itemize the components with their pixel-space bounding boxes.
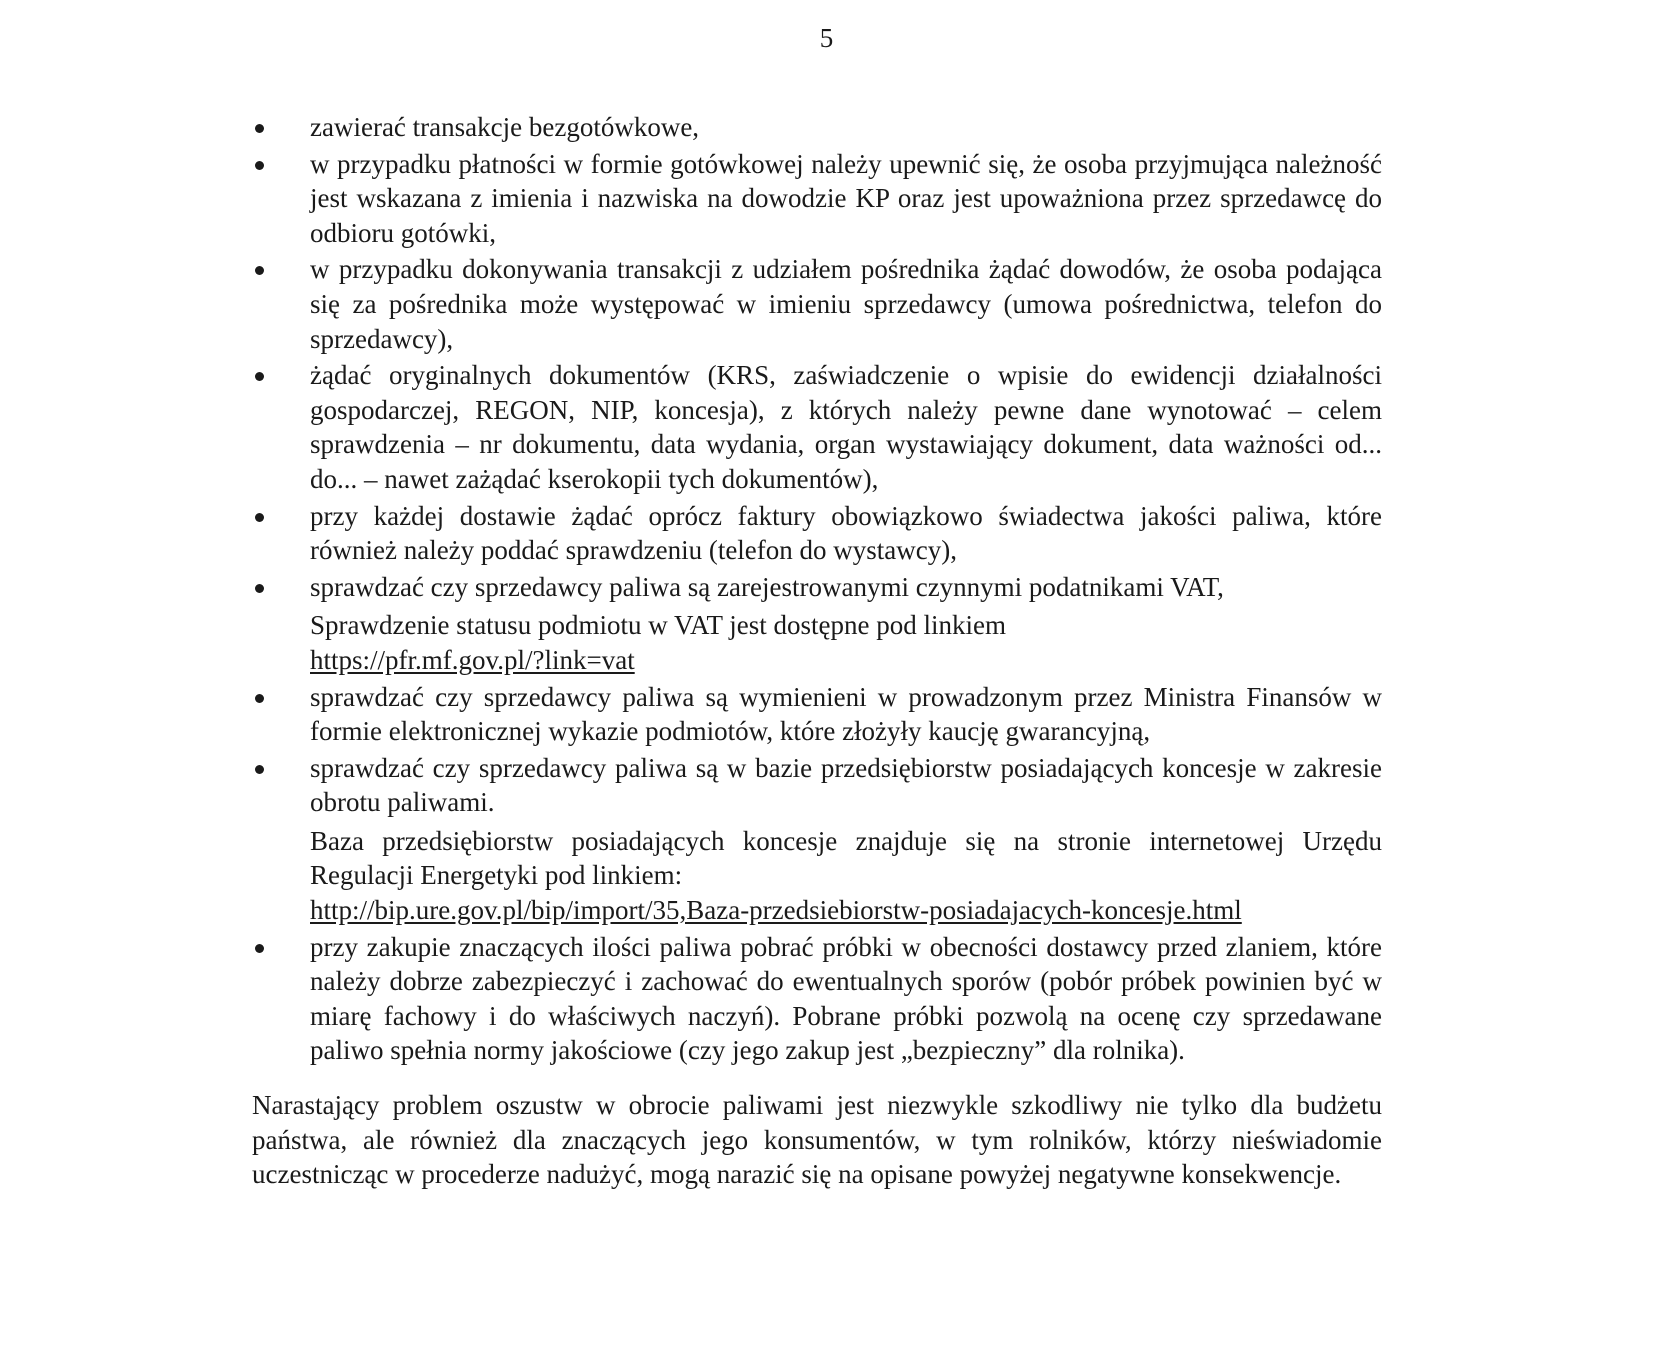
ure-link-line	[310, 893, 1382, 928]
list-item	[252, 680, 1382, 749]
bullet-icon	[255, 694, 264, 703]
list-item-text: sprawdzać czy sprzedawcy paliwa są zarejestrowanymi czynnymi podatnikami VAT,	[310, 571, 1224, 602]
bullet-icon	[255, 944, 264, 953]
closing-paragraph: Narastający problem oszustw w obrocie paliwami jest niezwykle szkodliwy nie tylko dla budżetu państwa, ale również dla znaczących jego konsumentów, w tym rolników, którzy nieświadomie uczestnicząc w procederze nadużyć, mogą narazić się na opisane powyżej negatywne konsekwencje.	[252, 1090, 1382, 1190]
bullet-icon	[255, 124, 264, 133]
list-item-text: sprawdzać czy sprzedawcy paliwa są w bazie przedsiębiorstw posiadających koncesje w zakresie obrotu paliwami.	[310, 752, 1382, 818]
bullet-icon	[255, 161, 264, 170]
list-item-text: żądać oryginalnych dokumentów (KRS, zaświadczenie o wpisie do ewidencji działalności gospodarczej, REGON, NIP, koncesja), z których należy pewne dane wynotować – celem sprawdzenia – nr dokumentu, data wydania, organ wystawiający dokument, data ważności od... do... – nawet zażądać kserokopii tych dokumentów),	[310, 360, 1382, 494]
list-item	[252, 930, 1382, 1068]
recommendations-list	[252, 110, 1382, 1068]
bullet-icon	[255, 266, 264, 275]
bullet-icon	[255, 765, 264, 774]
list-item	[252, 499, 1382, 568]
vat-link-line	[310, 643, 1382, 678]
ure-database-link[interactable]: http://bip.ure.gov.pl/bip/import/35,Baza-przedsiebiorstw-posiadajacych-koncesje.html	[310, 895, 1242, 926]
list-item	[252, 252, 1382, 356]
list-item-text: przy każdej dostawie żądać oprócz faktury obowiązkowo świadectwa jakości paliwa, które również należy poddać sprawdzeniu (telefon do wystawcy),	[310, 500, 1382, 566]
list-item-text: sprawdzać czy sprzedawcy paliwa są wymienieni w prowadzonym przez Ministra Finansów w formie elektronicznej wykazie podmiotów, które złożyły kaucję gwarancyjną,	[310, 681, 1382, 747]
bullet-icon	[255, 584, 264, 593]
bullet-icon	[255, 513, 264, 522]
vat-status-link[interactable]: https://pfr.mf.gov.pl/?link=vat	[310, 644, 635, 675]
list-item	[252, 358, 1382, 496]
list-item	[252, 570, 1382, 678]
list-item	[252, 110, 1382, 145]
list-item-text: zawierać transakcje bezgotówkowe,	[310, 112, 700, 142]
list-item	[252, 147, 1382, 251]
list-item-text: przy zakupie znaczących ilości paliwa pobrać próbki w obecności dostawcy przed zlaniem, które należy dobrze zabezpieczyć i zachować do ewentualnych sporów (pobór próbek powinien być w miarę fachowy i do właściwych naczyń). Pobrane próbki pozwolą na ocenę czy sprzedawane paliwo spełnia normy jakościowe (czy jego zakup jest „bezpieczny” dla rolnika).	[310, 931, 1382, 1066]
document-body	[252, 110, 1382, 1219]
list-item-text: w przypadku płatności w formie gotówkowej należy upewnić się, że osoba przyjmująca należność jest wskazana z imienia i nazwiska na dowodzie KP oraz jest upoważniona przez sprzedawcę do odbioru gotówki,	[310, 148, 1382, 248]
list-item-text: w przypadku dokonywania transakcji z udziałem pośrednika żądać dowodów, że osoba podająca się za pośrednika może występować w imieniu sprzedawcy (umowa pośrednictwa, telefon do sprzedawcy),	[310, 254, 1382, 354]
bullet-icon	[255, 372, 264, 381]
ure-database-note: Baza przedsiębiorstw posiadających koncesje znajduje się na stronie internetowej Urzędu Regulacji Energetyki pod linkiem:	[310, 825, 1382, 891]
vat-check-note: Sprawdzenie statusu podmiotu w VAT jest dostępne pod linkiem	[310, 610, 1006, 641]
page-number: 5	[819, 23, 834, 53]
list-item	[252, 751, 1382, 928]
